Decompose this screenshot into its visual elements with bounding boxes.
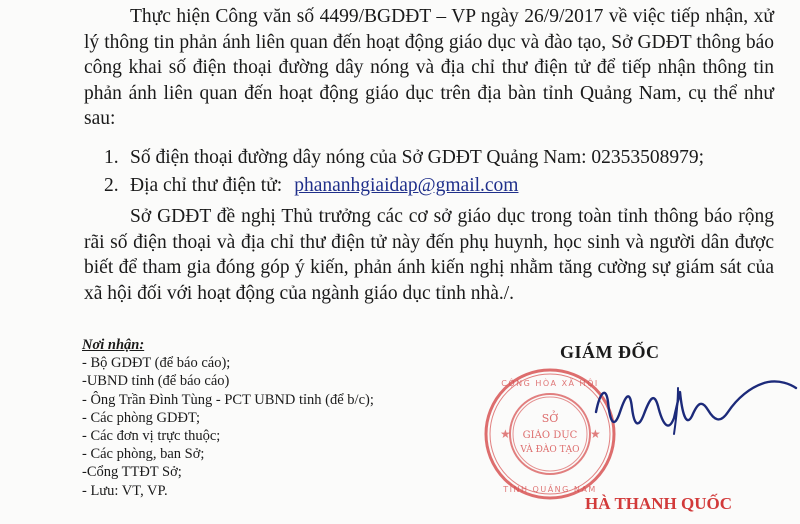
list-item-hotline bbox=[104, 146, 704, 170]
svg-text:★: ★ bbox=[590, 427, 601, 441]
recipients-title: Nơi nhận: bbox=[82, 337, 145, 353]
recipient-line: - Các phòng GDĐT; bbox=[82, 409, 200, 426]
svg-text:TỈNH QUẢNG NAM: TỈNH QUẢNG NAM bbox=[503, 485, 597, 494]
recipient-line: - Lưu: VT, VP. bbox=[82, 482, 168, 499]
recipient-line: - Các phòng, ban Sở; bbox=[82, 446, 205, 463]
recipient-line: -Cổng TTĐT Sở; bbox=[82, 464, 182, 481]
recipient-line: - Các đơn vị trực thuộc; bbox=[82, 428, 221, 445]
svg-text:CỘNG HÒA XÃ HỘI: CỘNG HÒA XÃ HỘI bbox=[501, 379, 599, 388]
list-item-number: 1. bbox=[104, 147, 119, 168]
handwritten-signature bbox=[590, 372, 800, 448]
signer-name: HÀ THANH QUỐC bbox=[585, 494, 733, 513]
svg-text:SỞ: SỞ bbox=[541, 412, 559, 425]
recipients-block bbox=[82, 336, 374, 500]
recipient-line: - Ông Trần Đình Tùng - PCT UBND tỉnh (để b/c); bbox=[82, 391, 374, 408]
email-label: Địa chỉ thư điện tử: bbox=[130, 175, 283, 196]
list-item-email bbox=[104, 174, 518, 198]
svg-text:GIÁO DỤC: GIÁO DỤC bbox=[522, 430, 578, 441]
svg-text:★: ★ bbox=[500, 427, 511, 441]
recipient-line: - Bộ GDĐT (để báo cáo); bbox=[82, 355, 231, 372]
position-title: GIÁM ĐỐC bbox=[560, 342, 660, 362]
hotline-text: Số điện thoại đường dây nóng của Sở GDĐT Quảng Nam: 02353508979; bbox=[130, 147, 705, 168]
svg-text:VÀ ĐÀO TẠO: VÀ ĐÀO TẠO bbox=[520, 445, 580, 455]
recipient-line: -UBND tỉnh (để báo cáo) bbox=[82, 373, 230, 390]
email-link[interactable]: phananhgiaidap@gmail.com bbox=[294, 175, 519, 196]
intro-paragraph: Thực hiện Công văn số 4499/BGDĐT – VP ngày 26/9/2017 về việc tiếp nhận, xử lý thông tin phản ánh liên quan đến hoạt động giáo dục và đào tạo, Sở GDĐT thông báo công khai số điện thoại đường dây nóng và địa chỉ thư điện tử để tiếp nhận thông tin phản ánh liên quan đến hoạt động giáo dục trên địa bàn tỉnh Quảng Nam, cụ thể như sau: bbox=[84, 6, 774, 130]
closing-paragraph: Sở GDĐT đề nghị Thủ trưởng các cơ sở giáo dục trong toàn tỉnh thông báo rộng rãi số điện thoại và địa chỉ thư điện tử này đến phụ huynh, học sinh và người dân được biết để tham gia đóng góp ý kiến, phản ánh kiến nghị nhằm tăng cường sự giám sát của xã hội đối với hoạt động của ngành giáo dục tỉnh nhà./. bbox=[84, 206, 774, 304]
list-item-number: 2. bbox=[104, 175, 119, 196]
